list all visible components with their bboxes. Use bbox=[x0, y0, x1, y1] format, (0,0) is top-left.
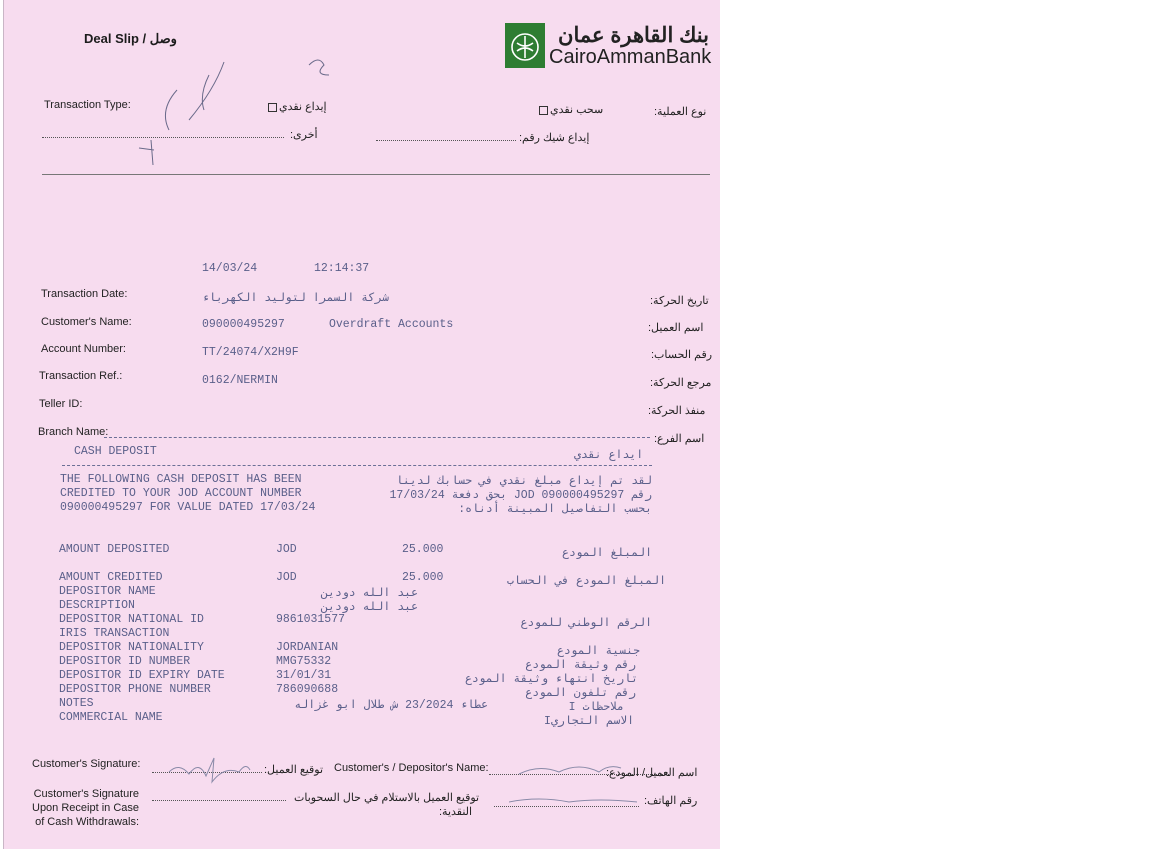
bank-name-ar: بنك القاهرة عمان bbox=[558, 24, 709, 47]
detail-value: 31/01/31 bbox=[276, 669, 332, 682]
transaction-date-label-ar: تاريخ الحركة: bbox=[650, 295, 709, 307]
slip-title-en: Deal Slip / bbox=[84, 31, 147, 46]
detail-label: DEPOSITOR ID NUMBER bbox=[59, 655, 191, 668]
transaction-type-label: Transaction Type: bbox=[44, 99, 131, 111]
printed-date: 14/03/24 bbox=[202, 262, 258, 275]
detail-label: DEPOSITOR NATIONALITY bbox=[59, 641, 204, 654]
transaction-date-label: Transaction Date: bbox=[41, 288, 128, 300]
detail-label: DEPOSITOR NAME bbox=[59, 585, 156, 598]
detail-value: عبد الله دودين bbox=[321, 601, 418, 614]
amount-deposited-value: 25.000 bbox=[402, 543, 444, 556]
amount-deposited-label-ar: المبلغ المودع bbox=[562, 547, 652, 560]
printed-ref: TT/24074/X2H9F bbox=[202, 346, 299, 359]
cash-deposit-heading: CASH DEPOSIT bbox=[74, 445, 157, 458]
amount-deposited-label: AMOUNT DEPOSITED bbox=[59, 543, 170, 556]
bank-name-en-light: Bank bbox=[665, 46, 712, 68]
amount-credited-value: 25.000 bbox=[402, 571, 444, 584]
msg-en-line-3: 090000495297 FOR VALUE DATED 17/03/24 bbox=[60, 501, 316, 514]
msg-ar-line-2: رقم JOD 090000495297 بحق دفعة 17/03/24 bbox=[389, 489, 652, 502]
checkbox-icon[interactable] bbox=[539, 106, 548, 115]
bank-logo-icon bbox=[505, 23, 545, 68]
cash-deposit-heading-ar: ايداع نقدي bbox=[574, 449, 644, 462]
customer-name-label: Customer's Name: bbox=[41, 316, 132, 328]
cash-withdrawal-label: سحب نقدي bbox=[550, 104, 604, 116]
withdrawal-signature-label-ar-1: توقيع العميل بالاستلام في حال السحوبات bbox=[294, 792, 480, 804]
printed-account: 090000495297 bbox=[202, 318, 285, 331]
handwritten-mark-icon bbox=[129, 50, 349, 170]
account-number-label-ar: رقم الحساب: bbox=[651, 349, 713, 361]
branch-name-label: Branch Name: bbox=[38, 426, 109, 438]
withdrawal-signature-label-ar-2: النقدية: bbox=[439, 806, 473, 818]
depositor-name-label: Customer's / Depositor's Name: bbox=[334, 762, 489, 774]
amount-deposited-currency: JOD bbox=[276, 543, 297, 556]
branch-dash-line bbox=[104, 437, 650, 438]
printed-time: 12:14:37 bbox=[314, 262, 370, 275]
cheque-number-line[interactable] bbox=[376, 140, 516, 141]
withdrawal-signature-line[interactable] bbox=[152, 800, 286, 801]
customer-signature-label: Customer's Signature: bbox=[32, 758, 141, 770]
withdrawal-signature-line-1: Customer's Signature bbox=[33, 788, 140, 800]
branch-name-label-ar: اسم الفرع: bbox=[654, 433, 705, 445]
teller-id-label: Teller ID: bbox=[39, 398, 83, 410]
printed-teller: 0162/NERMIN bbox=[202, 374, 278, 387]
amount-credited-currency: JOD bbox=[276, 571, 297, 584]
slip-title bbox=[84, 31, 177, 47]
cash-deposit-label: إيداع نقدي bbox=[279, 101, 327, 113]
msg-ar-line-1: لقد تم إيداع مبلغ نقدي في حسابك لدينا bbox=[395, 475, 652, 488]
heading-dash-line bbox=[62, 465, 652, 466]
transaction-type-label-ar: نوع العملية: bbox=[654, 106, 707, 118]
depositor-name-label-ar: اسم العميل/ المودع: bbox=[606, 767, 698, 779]
transaction-ref-label: Transaction Ref.: bbox=[39, 370, 123, 382]
detail-label-ar: رقم تلفون المودع bbox=[525, 687, 636, 700]
teller-id-label-ar: منفذ الحركة: bbox=[648, 405, 706, 417]
msg-en-line-2: CREDITED TO YOUR JOD ACCOUNT NUMBER bbox=[60, 487, 302, 500]
printed-account-type: Overdraft Accounts bbox=[329, 318, 454, 331]
detail-label: DEPOSITOR PHONE NUMBER bbox=[59, 683, 211, 696]
depositor-handwriting-icon bbox=[509, 756, 639, 812]
msg-ar-line-3: بحسب التفاصيل المبينة أدناه: bbox=[458, 503, 652, 516]
bank-name-en bbox=[549, 46, 711, 69]
amount-credited-label: AMOUNT CREDITED bbox=[59, 571, 163, 584]
phone-line[interactable] bbox=[494, 806, 639, 807]
customer-name-label-ar: اسم العميل: bbox=[648, 322, 704, 334]
detail-value: عبد الله دودين bbox=[321, 587, 418, 600]
withdrawal-signature-line-3: of Cash Withdrawals: bbox=[35, 816, 140, 828]
cheque-deposit-label: إيداع شيك رقم: bbox=[519, 132, 590, 144]
detail-value: MMG75332 bbox=[276, 655, 332, 668]
detail-label: DESCRIPTION bbox=[59, 599, 135, 612]
phone-label-ar: رقم الهاتف: bbox=[644, 795, 698, 807]
detail-value: JORDANIAN bbox=[276, 641, 339, 654]
withdrawal-signature-line-2: Upon Receipt in Case bbox=[32, 802, 140, 814]
detail-label-ar: رقم وثيقة المودع bbox=[525, 659, 636, 672]
section-divider bbox=[42, 174, 710, 175]
bank-name-en-bold: CairoAmman bbox=[549, 46, 666, 68]
detail-label-ar: الرقم الوطني للمودع bbox=[520, 617, 652, 630]
customer-signature-label-ar: توقيع العميل: bbox=[264, 764, 324, 776]
signature-scribble-icon bbox=[164, 752, 254, 786]
detail-label: IRIS TRANSACTION bbox=[59, 627, 170, 640]
deal-slip bbox=[3, 0, 720, 849]
detail-value: 786090688 bbox=[276, 683, 339, 696]
detail-label: DEPOSITOR NATIONAL ID bbox=[59, 613, 204, 626]
msg-en-line-1: THE FOLLOWING CASH DEPOSIT HAS BEEN bbox=[60, 473, 302, 486]
withdrawal-signature-label bbox=[32, 787, 139, 829]
detail-value: عطاء 23/2024 ش طلال ابو غزاله bbox=[294, 699, 488, 712]
detail-label: NOTES bbox=[59, 697, 94, 710]
printed-company-name: شركة السمرا لتوليد الكهرباء bbox=[202, 292, 389, 305]
detail-label-ar: ملاحظات I bbox=[568, 701, 624, 714]
transaction-ref-label-ar: مرجع الحركة: bbox=[650, 377, 712, 389]
detail-label-ar: تاريخ انتهاء وثيقة المودع bbox=[464, 673, 638, 686]
detail-label: COMMERCIAL NAME bbox=[59, 711, 163, 724]
detail-value: 9861031577 bbox=[276, 613, 346, 626]
amount-credited-label-ar: المبلغ المودع في الحساب bbox=[506, 575, 666, 588]
cash-withdrawal-option[interactable] bbox=[537, 103, 603, 116]
other-label: أخرى: bbox=[290, 129, 318, 141]
detail-label-ar: الاسم التجاريI bbox=[544, 715, 634, 728]
detail-label-ar: جنسية المودع bbox=[556, 645, 640, 658]
account-number-label: Account Number: bbox=[41, 343, 126, 355]
detail-label: DEPOSITOR ID EXPIRY DATE bbox=[59, 669, 225, 682]
slip-title-ar: وصل bbox=[149, 31, 177, 46]
